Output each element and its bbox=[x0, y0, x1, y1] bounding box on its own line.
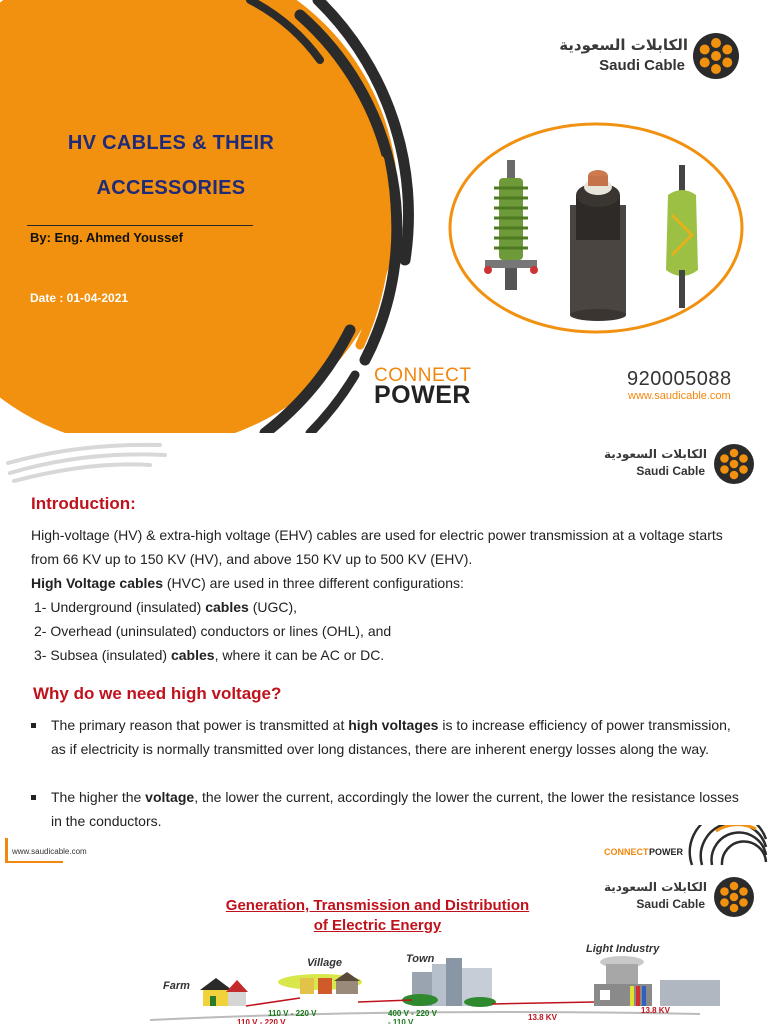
footer-website-link[interactable]: www.saudicable.com bbox=[12, 847, 87, 856]
logo-arabic-text: الكابلات السعودية bbox=[603, 880, 707, 894]
header-swirl-decoration bbox=[0, 433, 200, 488]
light-industry-label: Light Industry bbox=[586, 943, 660, 955]
introduction-paragraph: High-voltage (HV) & extra-high voltage (EHV) cables are used for electric power transmission at a voltage starts from 66 KV up to 150 KV (HV), and above 150 KV up to 500 KV (EHV). bbox=[31, 527, 723, 567]
title-slide bbox=[0, 0, 768, 433]
saudi-cable-logo bbox=[590, 876, 755, 920]
list-item bbox=[34, 595, 297, 619]
voltage-label: 110 V - 220 V bbox=[268, 1009, 317, 1018]
list-item-text: 3- Subsea (insulated) bbox=[34, 647, 171, 663]
cable-cross-section-icon bbox=[570, 170, 626, 321]
logo-english-text: Saudi Cable bbox=[636, 897, 705, 911]
bullet-text: The higher the voltage, the lower the current, accordingly the lower the current, the lower the resistance losses in the conductors. bbox=[51, 789, 739, 829]
author-text: By: Eng. Ahmed Youssef bbox=[30, 230, 183, 245]
footer-arc-decoration bbox=[686, 825, 768, 868]
diagram-title-line2: of Electric Energy bbox=[313, 917, 442, 934]
bullet-item bbox=[31, 785, 746, 833]
list-item-text: , where it can be AC or DC. bbox=[214, 647, 385, 663]
bullet-square-icon bbox=[31, 795, 36, 800]
industry-transformer-icon bbox=[594, 956, 720, 1006]
list-item-bold: cables bbox=[170, 647, 215, 663]
power-text: POWER bbox=[374, 381, 471, 409]
introduction-slide bbox=[0, 433, 768, 868]
hvc-bold-text: High Voltage cables bbox=[31, 575, 163, 591]
voltage-label: 400 V - 220 V - 110 V bbox=[388, 1009, 437, 1024]
voltage-label: 110 V - 220 V bbox=[237, 1018, 286, 1024]
presentation-title-line1: HV CABLES & THEIR bbox=[67, 132, 275, 154]
list-item-text: 1- Underground (insulated) bbox=[34, 599, 206, 615]
diagram-title-line1: Generation, Transmission and Distribution bbox=[225, 897, 530, 914]
voltage-label: 13.8 KV bbox=[641, 1006, 670, 1015]
logo-english-text: Saudi Cable bbox=[636, 464, 705, 478]
presentation-title-line2: ACCESSORIES bbox=[96, 177, 246, 199]
saudi-cable-logo-icon bbox=[713, 876, 755, 918]
bullet-square-icon bbox=[31, 723, 36, 728]
title-underline bbox=[27, 225, 253, 226]
connect-text: CONNECT bbox=[374, 365, 472, 386]
town-label: Town bbox=[406, 953, 435, 965]
list-item-text: 2- Overhead (uninsulated) conductors or lines (OHL), and bbox=[34, 623, 392, 639]
saudi-cable-logo bbox=[590, 443, 755, 487]
generation-slide bbox=[0, 868, 768, 1024]
bullet-item bbox=[31, 713, 746, 761]
date-text: Date : 01-04-2021 bbox=[30, 291, 129, 305]
saudi-cable-logo bbox=[540, 32, 740, 82]
list-item bbox=[34, 619, 391, 643]
introduction-heading: Introduction: bbox=[31, 494, 136, 513]
why-high-voltage-heading: Why do we need high voltage? bbox=[33, 684, 282, 703]
saudi-cable-logo-icon bbox=[713, 443, 755, 485]
town-buildings-icon bbox=[402, 958, 496, 1007]
hvc-rest-text: (HVC) are used in three different configurations: bbox=[163, 575, 464, 591]
village-label: Village bbox=[307, 957, 343, 969]
phone-number: 920005088 bbox=[627, 368, 732, 390]
saudi-cable-logo-icon bbox=[692, 32, 740, 80]
farm-label: Farm bbox=[163, 980, 190, 992]
footer-connect-text: CONNECT bbox=[604, 847, 649, 857]
village-houses-icon bbox=[278, 972, 362, 994]
voltage-label: 13.8 KV bbox=[528, 1013, 557, 1022]
footer-power-text: POWER bbox=[649, 847, 684, 857]
farm-house-icon bbox=[200, 978, 248, 1006]
list-item-text: (UGC), bbox=[248, 599, 298, 615]
list-item bbox=[34, 643, 384, 667]
footer-accent-line bbox=[5, 861, 63, 863]
list-item-bold: cables bbox=[205, 599, 249, 615]
footer-accent-bar bbox=[5, 838, 8, 862]
logo-arabic-text: الكابلات السعودية bbox=[559, 36, 688, 54]
website-link[interactable]: www.saudicable.com bbox=[628, 390, 731, 402]
logo-arabic-text: الكابلات السعودية bbox=[603, 447, 707, 461]
hvc-sentence bbox=[31, 571, 464, 595]
logo-english-text: Saudi Cable bbox=[599, 57, 685, 74]
bullet-text: The primary reason that power is transmitted at high voltages is to increase efficiency of power transmission, as if electricity is normally transmitted over long distances, there are inherent energy losses along the way. bbox=[51, 717, 731, 757]
